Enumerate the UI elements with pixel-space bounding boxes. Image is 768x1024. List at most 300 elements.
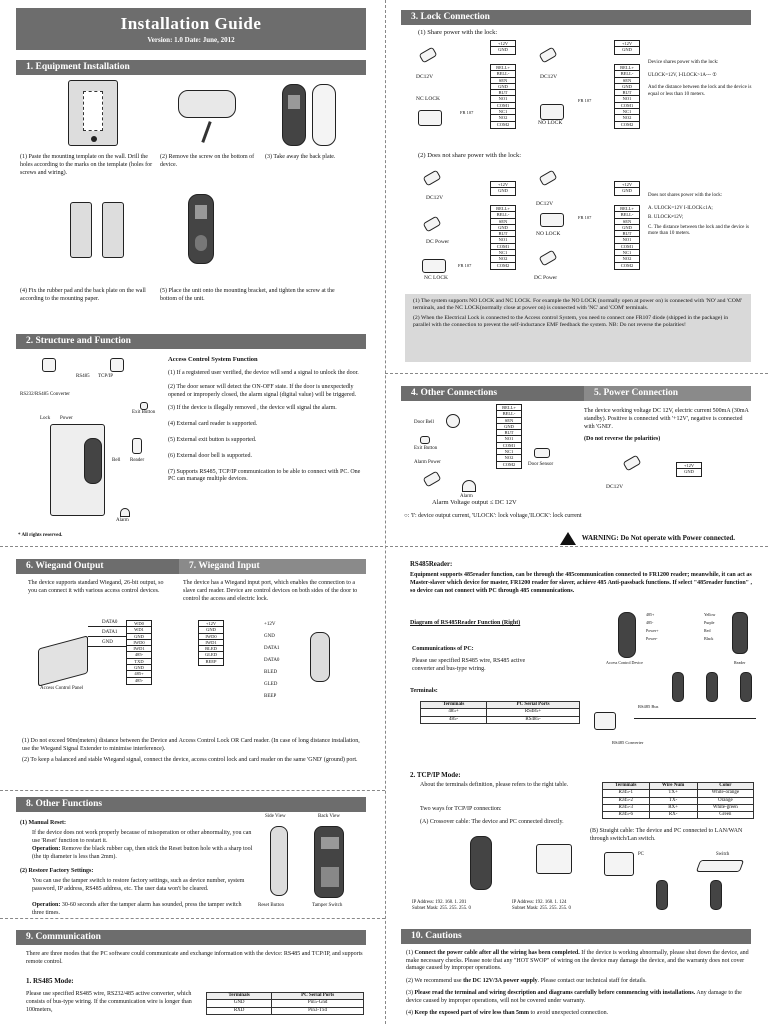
lock-note: (2) When the Electrical Lock is connected to the Access control System, you need to connect one FR107 diode (shipped in the package) in parallel with the connection to prevent the self-inductance EMF feedback the system. NB: Do not reverse the polarities!: [413, 315, 729, 329]
reader-label: Reader: [130, 458, 145, 463]
terminal-block: [614, 64, 640, 129]
term: IWD0: [199, 634, 223, 640]
term: 485-: [127, 652, 151, 658]
alarm-label: Alarm: [460, 494, 473, 499]
function-title: Access Control System Function: [168, 356, 258, 363]
color-label: Red: [704, 628, 711, 633]
alarm-power-label: Alarm Power: [414, 460, 441, 465]
table-cell: TX+: [649, 790, 697, 797]
table-header: Terminals: [207, 993, 272, 1000]
wire: [88, 646, 126, 647]
caution-bold: Connect the power cable after all the wiring has been completed.: [414, 950, 580, 956]
term: NO1: [491, 237, 515, 243]
term: TXD: [127, 659, 151, 665]
terminal-block: [496, 404, 522, 469]
term: BELL+: [491, 65, 515, 71]
operation-text: 30-60 seconds after the tamper alarm has sounded, press the tamper switch three times.: [32, 902, 242, 916]
dc-power-label: DC Power: [426, 239, 450, 245]
current-footnote: ○: 'I': device output current, 'ULOCK': lock voltage,'ILOCK': lock current: [404, 513, 582, 519]
section-6-heading: 6. Wiegand Output: [16, 559, 179, 574]
column-divider: [385, 0, 386, 1024]
table-cell: RJ45-1: [603, 790, 650, 797]
term: GND: [498, 47, 508, 53]
panel-label: Access Control Panel: [40, 686, 84, 691]
table-cell: Orange: [697, 797, 753, 804]
caution-number: (4): [406, 1010, 415, 1016]
caution-number: (1): [406, 950, 415, 956]
dc12v-label: DC12V: [416, 74, 434, 80]
table-header: Terminals: [421, 702, 487, 709]
note-item: (1) Do not exceed 90m(meters) distance between the Device and Access Control Lock OR Card reader. (In case of long distance installation, use the Wiegand Signal Extender to minimise interference).: [22, 738, 360, 752]
subnet-mask: Subnet Mask: 255. 255. 255. 0: [512, 906, 571, 912]
term: NO2: [497, 455, 521, 461]
caution-number: (2): [406, 977, 415, 984]
term: +12V: [491, 41, 515, 47]
tcpip-text: About the terminals definition, please refers to the right table.: [420, 782, 569, 788]
plug-icon: [419, 47, 438, 64]
access-device-label: Access Control Device: [606, 660, 643, 665]
power-label: Power: [60, 416, 73, 421]
color-label: Yellow: [704, 612, 716, 617]
term: COM1: [497, 443, 521, 449]
term: BELL-: [491, 212, 515, 218]
table-row: [421, 716, 580, 723]
note-line: Device shares power with the lock:: [648, 60, 719, 65]
table-cell: RJ45-2: [603, 797, 650, 804]
door-sensor-label: Door Sensor: [528, 462, 554, 467]
warning-line: [560, 532, 735, 545]
wire-label: 485-: [646, 620, 654, 625]
table-cell: 485+: [421, 709, 487, 716]
dc12v-label: DC12V: [540, 74, 558, 80]
back-plate-image: [312, 84, 336, 146]
pc-monitor-icon: [110, 358, 124, 372]
no-share-power-subtitle: (2) Does not share power with the lock:: [418, 152, 522, 159]
term: SEN: [491, 78, 515, 84]
term: GND: [498, 188, 508, 194]
terminal-block: [614, 40, 640, 55]
caution-item: [406, 990, 754, 1005]
term: BUT: [615, 231, 639, 237]
step-5-text: (5) Place the unit onto the mounting bracket, and tighten the screw at the bottom of the unit.: [160, 288, 335, 302]
term: SEN: [491, 219, 515, 225]
term: BEEP: [205, 658, 217, 664]
term: BELL-: [497, 411, 521, 417]
term: BELL-: [615, 71, 639, 77]
section-7-heading: 7. Wiegand Input: [179, 559, 366, 574]
plug-icon: [423, 216, 442, 233]
term: BLED: [199, 646, 223, 652]
wiegand-notes: [22, 738, 367, 764]
caution-text: We recommend use: [414, 977, 464, 984]
ip-config-device: [412, 900, 471, 912]
version-date: Version: 1.0 Date: June, 2012: [147, 36, 235, 45]
caution-bold: Please read the terminal and wiring description and diagrams carefully before commencing with installations.: [414, 990, 696, 996]
share-power-diagram: [410, 40, 760, 145]
step-4-text: (4) Fix the rubber pad and the back plate on the wall according to the mounting paper.: [20, 288, 146, 302]
term: BUT: [491, 231, 515, 237]
wire-label: 485+: [646, 612, 655, 617]
device-icon: [740, 672, 752, 702]
table-row: [603, 804, 754, 811]
term: COM2: [620, 262, 634, 268]
tcpip-text: Two ways for TCP/IP connection:: [420, 806, 502, 812]
term: IWD0: [127, 640, 151, 646]
table-row: [207, 1007, 364, 1014]
data0-label: DATA0: [102, 620, 118, 625]
table-header: Terminals: [603, 783, 650, 790]
table-cell: RJ45-3: [603, 804, 650, 811]
plug-icon: [623, 455, 642, 472]
converter-label: RS232/RS485 Converter: [20, 392, 70, 397]
back-view-label: Back View: [318, 814, 340, 819]
term: SEN: [497, 418, 521, 424]
term: +12V: [491, 182, 515, 188]
terminal-block: [614, 205, 640, 270]
term: GND: [622, 47, 632, 53]
term: NO1: [497, 436, 521, 442]
access-device-icon: [618, 612, 636, 658]
term: COM2: [496, 121, 510, 127]
no-share-power-diagram: [410, 165, 760, 290]
lock-label: Lock: [40, 416, 51, 421]
caution-item: [406, 950, 754, 973]
row-divider: [0, 918, 385, 919]
section-8-heading: 8. Other Functions: [16, 797, 366, 812]
note-item: (2) To keep a balanced and stable Wiegand signal, connect the device, access control lock and card reader on the same 'GND' (ground) port.: [22, 756, 358, 763]
door-sensor-icon: [534, 448, 550, 458]
alarm-icon: [462, 480, 476, 492]
table-header: PC Serial Ports: [487, 702, 580, 709]
term: +12V: [615, 182, 639, 188]
device-back-view-image: [314, 826, 344, 898]
term: BELL+: [497, 405, 521, 411]
share-power-note: [648, 60, 753, 98]
term: BELL-: [615, 212, 639, 218]
term: GND: [491, 225, 515, 231]
no-lock-icon: [540, 213, 564, 227]
caution-bold: Keep the exposed part of wire less than 5mm: [414, 1010, 530, 1016]
gnd-label: GND: [264, 634, 275, 639]
section-3-heading: 3. Lock Connection: [401, 10, 751, 25]
page-title: Installation Guide: [120, 14, 262, 33]
operation-text: Remove the black rubber cap, then stick the Reset button hole with a sharp tool (the tip diameter is less than 2mm).: [32, 846, 253, 860]
share-power-subtitle: (1) Share power with the lock:: [418, 29, 498, 36]
lock-notes-box: [405, 294, 751, 362]
term: GND: [622, 188, 632, 194]
section-2-heading: 2. Structure and Function: [16, 334, 366, 349]
gnd-label: GND: [102, 640, 113, 645]
nc-lock-label: NC LOCK: [424, 275, 448, 281]
reset-button-label: Reset Button: [258, 903, 284, 908]
term: +12V: [615, 41, 639, 47]
wiegand-input-text: The device has a Wiegand input port, which enables the connection to a slave card reader. Device are control devices on both sides of the door to control the access and electric lock.: [183, 580, 358, 602]
operation-label: Operation:: [32, 846, 61, 852]
rs485reader-text: Equipment supports 485reader function, can be through the 485communication connected to FR1200 reader; meanwhile, it can act as Master-slaver which device for master, FR1200 reader for slaver, achieve 485 Anti-passback functions. If select "485reader function" , so device can not connect with PC through 485 communications.: [410, 572, 753, 594]
comm-pc-text: Please use specified RS485 wire, RS485 active converter and bus-type wiring.: [412, 658, 526, 672]
caution-item: [406, 978, 754, 986]
section-10-heading: 10. Cautions: [401, 929, 751, 944]
terminal-block: [490, 40, 516, 55]
terminal-block: [676, 462, 702, 477]
term: GND: [615, 84, 639, 90]
pc-monitor-icon: [42, 358, 56, 372]
function-item: (7) Supports RS485, TCP/IP communication to be able to connect with PC. One PC can manage multiple devices.: [168, 468, 361, 483]
table-cell: GND: [207, 1000, 272, 1007]
table-cell: Pin5-Gnd: [272, 1000, 364, 1007]
operation-label: Operation:: [32, 902, 61, 908]
diode-label: FR 107: [460, 110, 474, 115]
bell-icon: [446, 414, 460, 428]
rs485reader-diagram-title: Diagram of RS485Reader Function (Right): [410, 620, 521, 626]
dc-power-label: DC Power: [534, 275, 558, 281]
plug-icon: [423, 471, 442, 488]
term: NC1: [491, 109, 515, 115]
dc12v-label: DC12V: [536, 201, 554, 207]
plug-icon: [539, 47, 558, 64]
table-cell: White-orange: [697, 790, 753, 797]
step-2-text: (2) Remove the screw on the bottom of device.: [160, 154, 255, 168]
table-cell: RX-: [649, 812, 697, 819]
plug-icon: [423, 170, 442, 187]
table-cell: RS485-: [487, 716, 580, 723]
term: NO1: [615, 237, 639, 243]
exit-button-icon: [140, 402, 148, 410]
exit-button-label: Exit Button: [414, 446, 438, 451]
term: GND: [684, 469, 694, 475]
color-label: Purple: [704, 620, 715, 625]
restore-title: (2) Restore Factory Settings:: [20, 868, 94, 874]
term: BELL+: [615, 65, 639, 71]
term: +12V: [677, 463, 701, 469]
terminal-block: [490, 181, 516, 196]
beep-label: BEEP: [264, 694, 277, 699]
table-cell: RX+: [649, 804, 697, 811]
term: SEN: [615, 219, 639, 225]
term: 485-: [134, 677, 144, 683]
term: BUT: [615, 90, 639, 96]
table-cell: Green: [697, 812, 753, 819]
term: GND: [127, 634, 151, 640]
term: WD1: [127, 627, 151, 633]
function-item: (6) External door bell is supported.: [168, 452, 252, 459]
term: COM2: [620, 121, 634, 127]
term: COM1: [491, 244, 515, 250]
equipment-installation-section: [20, 80, 365, 325]
device-bottom-image: [178, 90, 236, 118]
table-cell: TX-: [649, 797, 697, 804]
warning-triangle-icon: [560, 532, 576, 545]
device-icon: [656, 880, 668, 910]
alarm-label: Alarm: [116, 518, 129, 523]
nc-lock-icon: [422, 259, 446, 273]
title-block: [16, 8, 366, 50]
bus-line: [634, 718, 756, 719]
wiegand-diagram: [28, 620, 368, 732]
table-row: [603, 790, 754, 797]
caution-item: [406, 1010, 754, 1018]
back-plate-wall-image: [102, 202, 124, 258]
function-item: (5) External exit button is supported.: [168, 436, 257, 443]
function-item: (1) If a registered user verified, the device will send a signal to unlock the door.: [168, 370, 359, 376]
caution-text: Any damage to the device caused by improper operations, will not be covered under warranty.: [406, 990, 742, 1004]
color-label: Black: [704, 636, 714, 641]
note-line: And the distance between the lock and the device is equal or less than 10 meters.: [648, 85, 752, 97]
manual-reset-text: If the device does not work properly because of misoperation or other abnormality, you can use 'Reset' function to restart it.: [32, 830, 252, 844]
term: COM2: [496, 262, 510, 268]
pc-label: PC: [638, 852, 644, 857]
term: NO2: [615, 256, 639, 262]
caution-text: . Please contact our technical staff for details.: [537, 977, 647, 984]
caution-text: If the device is working abnormally, please shut down the device, and make necessary checks. Please note that any "HOT SWOP" of wiring on the device may damage the device, and the warranty does not cover damage caused by improper operations.: [406, 950, 749, 971]
step-3-text: (3) Take away the back plate.: [265, 154, 336, 160]
door-bell-label: Door Bell: [414, 420, 434, 425]
warning-text: WARNING: Do Not operate with Power connected.: [581, 534, 736, 543]
no-lock-label: NO LOCK: [536, 231, 561, 237]
lock-note: (1) The system supports NO LOCK and NC LOCK. For example the NO LOCK (normally open at power on) is connected with 'NO' and 'COM' terminals, and the NC LOCK(normally close at power on) is connected with 'NC' and 'COM' terminals.: [413, 298, 742, 312]
term: GND: [497, 424, 521, 430]
term: GND: [615, 225, 639, 231]
diode-label: FR 107: [458, 263, 472, 268]
table-header: Wire Num: [649, 783, 697, 790]
term: BELL+: [615, 206, 639, 212]
mounting-template-image: [68, 80, 118, 146]
wire-label: Power-: [646, 636, 658, 641]
side-view-label: Side View: [265, 814, 286, 819]
table-cell: RJ45-6: [603, 812, 650, 819]
converter-label: RS485 Converter: [612, 740, 644, 745]
term: NO2: [615, 115, 639, 121]
bell-label: Bell: [112, 458, 121, 463]
reader-label: Reader: [734, 660, 746, 665]
access-control-panel-icon: [38, 635, 88, 686]
term: NO1: [615, 96, 639, 102]
nc-lock-icon: [418, 110, 442, 126]
table-row: [421, 709, 580, 716]
section-4-heading: 4. Other Connections: [401, 386, 584, 401]
term: NC1: [497, 449, 521, 455]
wiegand-output-text: The device supports standard Wiegand, 26-bit output, so you can connect it with various access control devices.: [28, 580, 164, 594]
rs485-terminal-table: [206, 992, 364, 1015]
alarm-icon: [120, 508, 130, 517]
table-cell: RXD: [207, 1007, 272, 1014]
table-cell: White-green: [697, 804, 753, 811]
data1-label: DATA1: [102, 630, 118, 635]
wiegand-input-terminal-block: [198, 620, 224, 666]
power-connection-text: The device working voltage DC 12V, electric current 500mA (30mA standby). Positive is connected with '+12V', negative is connected with 'GND'.: [584, 408, 749, 430]
exit-button-icon: [420, 436, 430, 444]
wiegand-terminal-block: [126, 620, 152, 685]
row-divider: [0, 790, 385, 791]
wire-label: Power+: [646, 628, 659, 633]
term: NC1: [491, 250, 515, 256]
term: BUT: [491, 90, 515, 96]
nc-lock-label: NC LOCK: [416, 96, 440, 102]
caution-bold: the DC 12V/3A power supply: [463, 977, 538, 984]
data1-label: DATA1: [264, 646, 280, 651]
subnet-mask: Subnet Mask: 255. 255. 255. 0: [412, 906, 471, 912]
reader-icon: [732, 612, 748, 654]
pc-icon: [604, 852, 634, 876]
polarity-warning: (Do not reverse the polarities): [584, 436, 661, 442]
term: NC1: [615, 250, 639, 256]
tamper-switch-label: Tamper Switch: [312, 903, 343, 908]
device-icon: [672, 672, 684, 702]
pc-icon: [594, 712, 616, 730]
section-1-heading: 1. Equipment Installation: [16, 60, 366, 75]
term: GLED: [199, 652, 223, 658]
switch-label: Switch: [716, 852, 730, 857]
device-icon: [470, 836, 492, 890]
no-share-power-note: [648, 193, 758, 238]
term: NO2: [491, 256, 515, 262]
row-divider: [0, 546, 768, 547]
terminal-block: [614, 181, 640, 196]
dc12v-label: DC12V: [606, 484, 624, 490]
plug-icon: [539, 170, 558, 187]
term: SEN: [615, 78, 639, 84]
device-icon: [710, 880, 722, 910]
step-1-text: (1) Paste the mounting template on the wall. Drill the holes according to the marks on the template (holes for screws and wiring).: [20, 154, 153, 176]
tcpip-label: TCP/IP: [98, 374, 114, 379]
note-line: Does not shares power with the lock:: [648, 193, 723, 198]
caution-number: (3): [406, 990, 415, 996]
rs485-mode-title: 1. RS485 Mode:: [26, 977, 74, 985]
bus-label: RS485 Bus: [638, 704, 659, 709]
tcpip-terminal-table: [602, 782, 754, 819]
caution-text: to avoid unexpected connection.: [529, 1010, 609, 1016]
table-cell: RS485+: [487, 709, 580, 716]
term: 485+: [127, 671, 151, 677]
structure-function-section: [20, 354, 370, 526]
table-header: PC Serial Ports: [272, 993, 364, 1000]
term: +12V: [199, 621, 223, 627]
straight-cable-text: (B) Straight cable: The device and PC connected to LAN/WAN through switch/Lan switch.: [590, 828, 743, 842]
term: GND: [127, 665, 151, 671]
term: IWD1: [127, 646, 151, 652]
communication-text: There are three modes that the PC software could communicate and exchange information with the device: RS485 and TCP/IP, and supports remote control.: [26, 951, 363, 965]
device-side-view-image: [270, 826, 288, 896]
manual-reset-operation: [32, 846, 254, 862]
crossover-text: (A) Crossover cable: The device and PC connected directly.: [420, 819, 564, 825]
bled-label: BLED: [264, 670, 278, 675]
other-connections-diagram: [410, 404, 585, 512]
comm-pc-title: Communications of PC:: [412, 646, 474, 652]
rs485-label: RS485: [76, 374, 90, 379]
diode-label: FR 107: [578, 98, 592, 103]
table-header: Color: [697, 783, 753, 790]
term: COM2: [502, 461, 516, 467]
wire: [88, 636, 126, 637]
tcpip-title: 2. TCP/IP Mode:: [410, 771, 461, 779]
other-functions-text: [20, 816, 255, 926]
plug-icon: [539, 250, 558, 267]
row-divider: [385, 373, 768, 374]
function-item: (3) If the device is illegally removed , the device will signal the alarm.: [168, 405, 337, 412]
term: GND: [491, 84, 515, 90]
gled-label: GLED: [264, 682, 278, 687]
table-row: [207, 1000, 364, 1007]
terminals-title: Terminals:: [410, 688, 438, 694]
restore-text: You can use the tamper switch to restore factory settings, such as device number, system password, IP address, RS485 address, etc. The user data won't be cleared.: [32, 878, 245, 892]
table-cell: Pin3-Txd: [272, 1007, 364, 1014]
ip-address: IP Address: 192. 168. 1. 124: [512, 900, 567, 905]
cautions-list: [406, 950, 754, 1024]
term: NC1: [615, 109, 639, 115]
rs485-bus-diagram: [590, 670, 760, 750]
note-line: ULOCK=12V, I-ILOCK>1A--- ①: [648, 72, 717, 78]
rs485-mode-text: Please use specified RS485 wire, RS232/485 active converter, which consists of bus-type wiring. If the communication wire is longer than 100meters,: [26, 991, 192, 1013]
